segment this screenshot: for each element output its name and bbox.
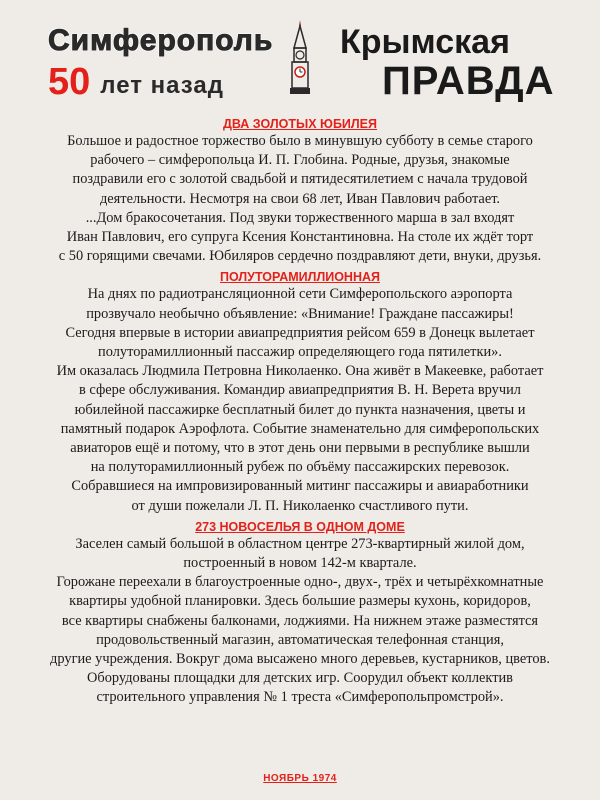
text-line: рабочего – симферопольца И. П. Глобина. Родные, друзья, знакомые (90, 152, 510, 169)
text-line: поздравили его с золотой свадьбой и пятидесятилетием с начала трудовой (72, 171, 528, 188)
years-ago-label: лет назад (100, 72, 224, 99)
text-line: Сегодня впервые в истории авиапредприятия рейсом 659 в Донецк вылетает (65, 324, 535, 341)
newspaper-title-line2: ПРАВДА (382, 59, 555, 103)
section-text (8, 132, 592, 266)
text-line: в сфере обслуживания. Командир авиапредприятия В. Н. Верета вручил (79, 382, 521, 399)
clock-tower-icon (286, 20, 314, 96)
text-line: другие учреждения. Вокруг дома высажено много деревьев, кустарников, цветов. (50, 651, 550, 668)
text-line: продовольственный магазин, автоматическая телефонная станция, (96, 631, 504, 648)
text-line: Горожане переехали в благоустроенные одно-, двух-, трёх и четырёхкомнатные (56, 574, 544, 591)
years-number: 50 (48, 61, 91, 103)
text-line: Оборудованы площадки для детских игр. Соорудил объект коллектив (87, 670, 513, 687)
article-body (8, 117, 592, 708)
years-ago-title (48, 62, 224, 102)
text-line: памятный подарок Аэрофлота. Событие знаменательно для симферопольских (60, 420, 540, 437)
text-line: квартиры удобной планировки. Здесь большие размеры кухонь, коридоров, (69, 593, 531, 610)
article-section (8, 117, 592, 266)
masthead (0, 0, 600, 112)
text-line: прозвучало необычно объявление: «Внимание! Граждане пассажиры! (86, 305, 514, 322)
text-line: ...Дом бракосочетания. Под звуки торжественного марша в зал входят (85, 209, 515, 226)
text-line: Им оказалась Людмила Петровна Николаенко. Она живёт в Макеевке, работает (56, 363, 544, 380)
issue-date: НОЯБРЬ 1974 (263, 773, 337, 784)
section-title: ПОЛУТОРАМИЛЛИОННАЯ (220, 270, 380, 285)
text-line: юбилейной пассажирке бесплатный билет до пункта назначения, цветы и (74, 401, 526, 418)
article-section (8, 270, 592, 515)
newspaper-title-line1: Крымская (340, 23, 510, 61)
text-line: Большое и радостное торжество было в минувшую субботу в семье старого (67, 133, 533, 149)
text-line: от души пожелали Л. П. Николаенко счастливого пути. (131, 497, 469, 514)
text-line: с 50 горящими свечами. Юбиляров сердечно поздравляют дети, внуки, друзья. (58, 248, 542, 265)
text-line: на полуторамиллионный рубеж по объёму пассажирских перевозок. (90, 459, 510, 476)
text-line: Собравшиеся на импровизированный митинг пассажиры и авиаработники (71, 478, 529, 495)
article-section (8, 520, 592, 708)
section-text (8, 285, 592, 515)
text-line: Заселен самый большой в областном центре 273-квартирный жилой дом, (75, 535, 525, 552)
section-title: ДВА ЗОЛОТЫХ ЮБИЛЕЯ (222, 117, 378, 131)
text-line: строительного управления № 1 треста «Симферопольпромстрой». (96, 689, 504, 706)
text-line: все квартиры снабжены балконами, лоджиями. На нижнем этаже разместятся (61, 612, 539, 629)
city-title: Симферополь (48, 24, 274, 57)
text-line: полуторамиллионный пассажир определяющего года пятилетки». (98, 344, 502, 361)
text-line: деятельности. Несмотря на свои 68 лет, Иван Павлович работает. (99, 190, 501, 207)
text-line: Иван Павлович, его супруга Ксения Константиновна. На столе их ждёт торт (66, 229, 534, 246)
text-line: построенный в новом 142-м квартале. (183, 555, 417, 572)
text-line: авиаторов ещё и потому, что в этот день они первыми в республике вышли (70, 440, 530, 457)
section-text (8, 535, 592, 708)
section-title: 273 НОВОСЕЛЬЯ В ОДНОМ ДОМЕ (195, 519, 405, 534)
text-line: На днях по радиотрансляционной сети Симферопольского аэропорта (87, 286, 513, 303)
